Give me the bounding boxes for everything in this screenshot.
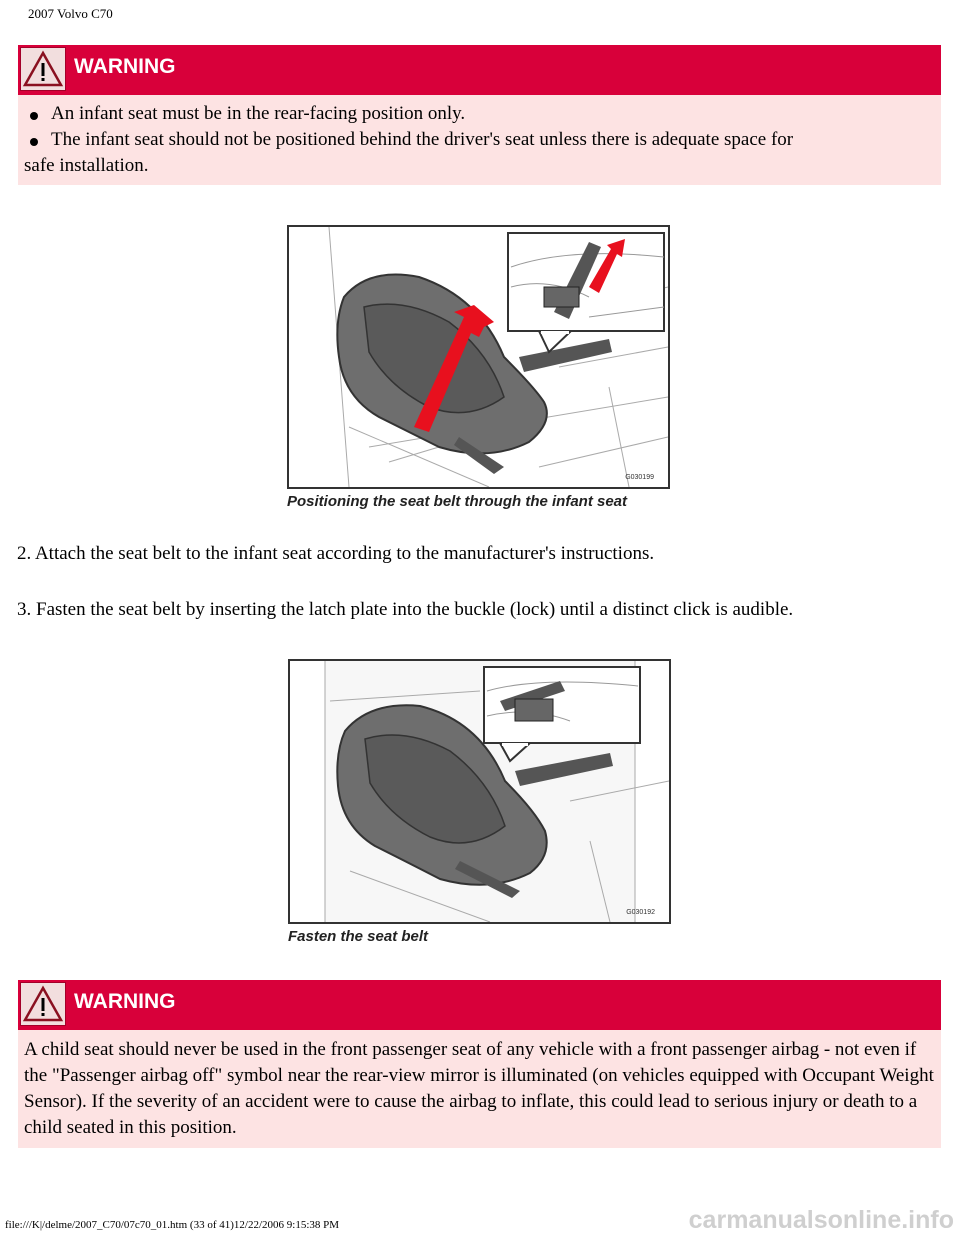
- step-2-text: 2. Attach the seat belt to the infant seat according to the manufacturer's instructions.: [17, 543, 655, 564]
- page-header: 2007 Volvo C70: [28, 6, 113, 21]
- figure-code: G030199: [625, 474, 654, 481]
- warning-body: [18, 95, 941, 185]
- warning-item: An infant seat must be in the rear-facing position only.: [24, 101, 935, 127]
- infant-seat-illustration: [289, 227, 668, 487]
- figure-1: [287, 225, 670, 510]
- warning-body: [18, 1030, 941, 1148]
- figure-caption: Positioning the seat belt through the infant seat: [287, 493, 628, 510]
- warning-header: [18, 980, 941, 1030]
- warning-title: WARNING: [74, 55, 176, 78]
- page-footer: file:///K|/delme/2007_C70/07c70_01.htm (33 of 41)12/22/2006 9:15:38 PM: [5, 1219, 340, 1231]
- warning-box-1: [18, 45, 941, 185]
- warning-item: The infant seat should not be positioned behind the driver's seat unless there is adequate space for: [24, 127, 935, 153]
- figure-2: [288, 659, 671, 945]
- warning-item-continued: safe installation.: [24, 155, 149, 176]
- figure-image: [287, 225, 670, 489]
- figure-code: G030192: [626, 909, 655, 916]
- warning-header: [18, 45, 941, 95]
- figure-image: [288, 659, 671, 924]
- warning-text: A child seat should never be used in the front passenger seat of any vehicle with a front passenger airbag - not even if the "Passenger airbag off" symbol near the rear-view mirror is illuminated (on vehicles equipped with Occupant Weight Sensor). If the severity of an accident were to cause the airbag to inflate, this could lead to serious injury or death to a child seated in this position.: [24, 1039, 934, 1138]
- warning-box-2: [18, 980, 941, 1148]
- watermark: carmanualsonline.info: [688, 1206, 954, 1234]
- fasten-seat-belt-illustration: [290, 661, 669, 922]
- warning-title: WARNING: [74, 990, 176, 1013]
- warning-triangle-icon: [20, 47, 66, 91]
- step-3-text: 3. Fasten the seat belt by inserting the latch plate into the buckle (lock) until a distinct click is audible.: [17, 599, 794, 620]
- figure-caption: Fasten the seat belt: [288, 928, 429, 945]
- warning-triangle-icon: [20, 982, 66, 1026]
